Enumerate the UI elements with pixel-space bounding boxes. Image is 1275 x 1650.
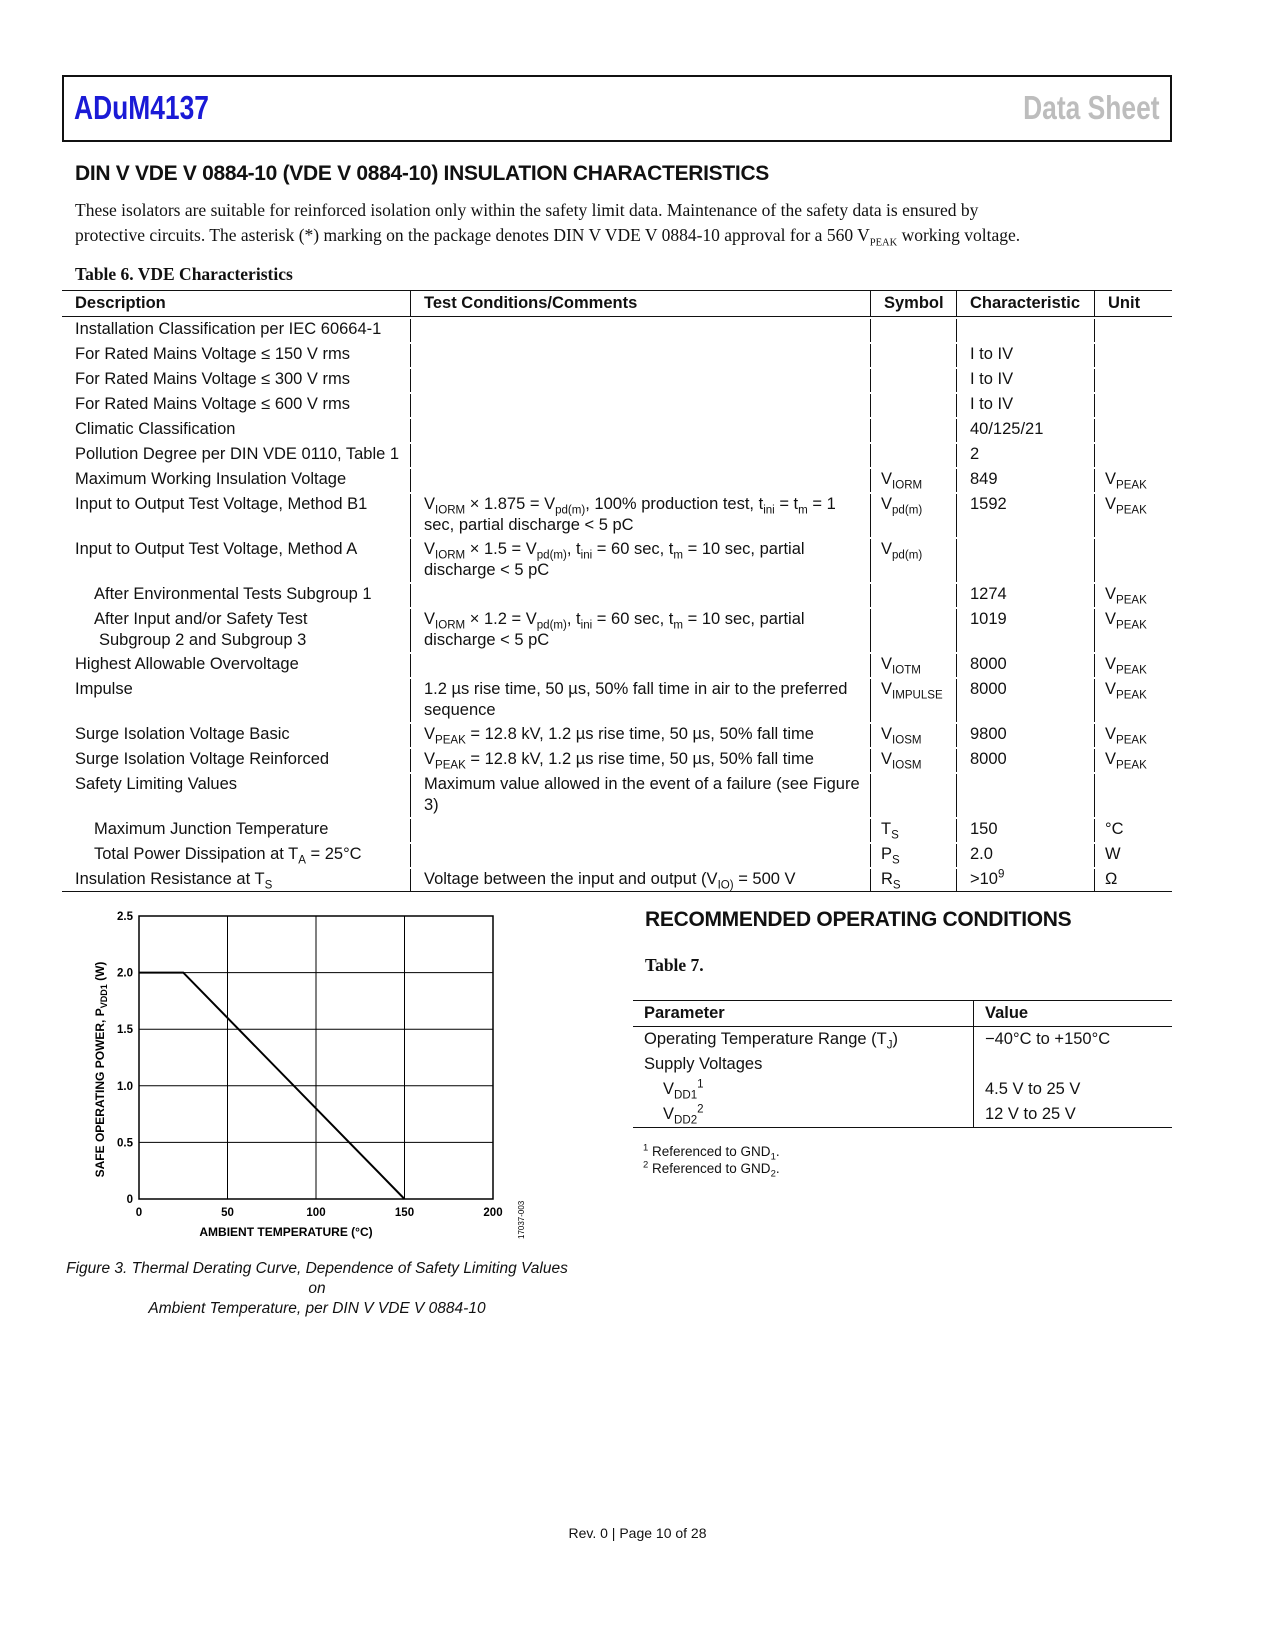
cell-unit: $V_{PEAK}$ <box>1094 654 1172 677</box>
cell-cond <box>410 319 870 342</box>
cell-desc: Surge Isolation Voltage Reinforced <box>75 750 330 768</box>
cell-char: I to IV <box>956 369 1094 392</box>
cell-desc: Maximum Junction Temperature <box>94 820 329 838</box>
figure-code: 17037-003 <box>517 1200 526 1239</box>
table-row <box>62 537 1172 582</box>
cell-unit <box>1094 394 1172 417</box>
derating-chart-svg <box>80 905 540 1250</box>
page-header <box>62 75 1172 142</box>
cell-unit <box>1094 344 1172 367</box>
col-characteristic: Characteristic <box>956 291 1094 316</box>
chart-xtick-label: 0 <box>135 1207 143 1219</box>
cell-unit: Ω <box>1094 869 1172 891</box>
table6 <box>62 290 1172 892</box>
param-cell: $V_{DD1}^1$ <box>663 1078 704 1102</box>
cell-sym: $T_S$ <box>870 819 956 842</box>
cell-cond: $V_{IORM} \times 1.5 = V_{pd(m)}$, $t_{ini} = 60$ sec, $t_m = 10$ sec, partial discharge < 5 pC <box>410 539 870 582</box>
cell-char <box>956 774 1094 817</box>
cell-unit: $V_{PEAK}$ <box>1094 584 1172 607</box>
cell-char: 1274 <box>956 584 1094 607</box>
cell-cond: $V_{IORM} \times 1.875 = V_{pd(m)}$, 100% production test, $t_{ini} = t_m = 1$ sec, partial discharge < 5 pC <box>410 494 870 537</box>
cell-cond <box>410 419 870 442</box>
intro-paragraph <box>75 198 1175 248</box>
para-line2-b: working voltage. <box>897 225 1021 245</box>
table7 <box>633 1000 1172 1128</box>
cell-cond <box>410 444 870 467</box>
cell-char: 8000 <box>956 749 1094 772</box>
table-row <box>62 392 1172 417</box>
table-row <box>62 772 1172 817</box>
col-parameter: Parameter <box>644 1004 725 1022</box>
figcap-line2: Ambient Temperature, per DIN V VDE V 0884-10 <box>148 1300 486 1317</box>
cell-sym <box>870 319 956 342</box>
table-row <box>62 842 1172 867</box>
cell-sym: $V_{IMPULSE}$ <box>870 679 956 722</box>
cell-char: 2.0 <box>956 844 1094 867</box>
table-row <box>633 1052 1172 1077</box>
table6-body <box>62 317 1172 892</box>
cell-char: 2 <box>956 444 1094 467</box>
cell-desc: For Rated Mains Voltage ≤ 150 V rms <box>75 345 351 363</box>
param-cell: $V_{DD2}^2$ <box>663 1103 704 1127</box>
col-symbol: Symbol <box>870 291 956 316</box>
cell-char: 1592 <box>956 494 1094 537</box>
cell-desc: Total Power Dissipation at $T_A = 25^\circ C$ <box>94 845 362 867</box>
table6-header-row <box>62 290 1172 317</box>
cell-cond <box>410 654 870 677</box>
cell-unit <box>1094 539 1172 582</box>
cell-desc: Safety Limiting Values <box>75 775 238 793</box>
cell-desc: Highest Allowable Overvoltage <box>75 655 299 673</box>
value-cell: 4.5 V to 25 V <box>973 1077 1172 1102</box>
col-description: Description <box>75 294 166 312</box>
para-line1: These isolators are suitable for reinforced isolation only within the safety limit data. Maintenance of the safety data is ensured by <box>75 200 979 220</box>
doc-type: Data Sheet <box>1023 89 1160 126</box>
table-row <box>62 607 1172 652</box>
cell-char: $>10^9$ <box>956 869 1094 891</box>
cell-cond: $V_{PEAK} = 12.8$ kV, 1.2 µs rise time, 50 µs, 50% fall time <box>410 749 870 772</box>
table-row <box>62 582 1172 607</box>
cell-sym: $V_{pd(m)}$ <box>870 539 956 582</box>
chart-ytick-label: 2.5 <box>117 911 133 923</box>
para-line2-sub: PEAK <box>869 237 898 249</box>
cell-sym <box>870 394 956 417</box>
cell-unit <box>1094 774 1172 817</box>
cell-sym: $V_{IOTM}$ <box>870 654 956 677</box>
section-title-insulation: DIN V VDE V 0884-10 (VDE V 0884-10) INSULATION CHARACTERISTICS <box>75 162 770 185</box>
param-cell: Operating Temperature Range $(T_J)$ <box>644 1030 899 1052</box>
cell-sym <box>870 609 956 652</box>
cell-unit <box>1094 419 1172 442</box>
cell-sym: $V_{IOSM}$ <box>870 749 956 772</box>
cell-char: 8000 <box>956 654 1094 677</box>
cell-char: 849 <box>956 469 1094 492</box>
figure3-caption <box>62 1259 572 1319</box>
cell-cond <box>410 394 870 417</box>
cell-cond: $V_{PEAK} = 12.8$ kV, 1.2 µs rise time, 50 µs, 50% fall time <box>410 724 870 747</box>
chart-xlabel: AMBIENT TEMPERATURE (°C) <box>199 1225 373 1239</box>
cell-desc: Climatic Classification <box>75 420 236 438</box>
cell-cond: Maximum value allowed in the event of a failure (see Figure 3) <box>410 774 870 817</box>
table-row <box>62 722 1172 747</box>
cell-unit <box>1094 319 1172 342</box>
cell-sym <box>870 344 956 367</box>
col-conditions: Test Conditions/Comments <box>410 291 870 316</box>
para-line2-a: protective circuits. The asterisk (*) marking on the package denotes DIN V VDE V 0884-10 approval for a 560 V <box>75 225 870 245</box>
table-row <box>62 652 1172 677</box>
cell-unit <box>1094 369 1172 392</box>
cell-cond <box>410 344 870 367</box>
table7-caption: Table 7. <box>645 955 704 975</box>
cell-sym <box>870 369 956 392</box>
cell-desc: Surge Isolation Voltage Basic <box>75 725 290 743</box>
chart-xtick-label: 200 <box>483 1207 503 1219</box>
cell-desc: After Input and/or Safety Test Subgroup 2 and Subgroup 3 <box>94 610 308 649</box>
table7-notes <box>643 1142 780 1180</box>
cell-cond <box>410 584 870 607</box>
cell-char: 9800 <box>956 724 1094 747</box>
table-row <box>62 867 1172 892</box>
cell-desc: Pollution Degree per DIN VDE 0110, Table 1 <box>75 445 400 463</box>
cell-desc: Impulse <box>75 680 133 698</box>
cell-unit: $V_{PEAK}$ <box>1094 609 1172 652</box>
table-row <box>633 1102 1172 1127</box>
cell-sym <box>870 419 956 442</box>
cell-char <box>956 319 1094 342</box>
chart-ylabel: SAFE OPERATING POWER, $P_{VDD1}$ (W) <box>93 961 109 1178</box>
figcap-line1: Figure 3. Thermal Derating Curve, Dependence of Safety Limiting Values on <box>66 1260 568 1297</box>
value-cell: 12 V to 25 V <box>973 1102 1172 1127</box>
cell-sym: $R_S$ <box>870 869 956 891</box>
chart-ytick-label: 0 <box>126 1194 133 1206</box>
table6-caption: Table 6. VDE Characteristics <box>75 264 293 284</box>
cell-unit: $V_{PEAK}$ <box>1094 749 1172 772</box>
cell-sym <box>870 444 956 467</box>
cell-cond: 1.2 µs rise time, 50 µs, 50% fall time in air to the preferred sequence <box>410 679 870 722</box>
cell-unit <box>1094 444 1172 467</box>
table-row <box>633 1027 1172 1052</box>
note-1: $^1$ Referenced to $GND_1$. <box>643 1142 780 1163</box>
table-row <box>62 467 1172 492</box>
cell-desc: For Rated Mains Voltage ≤ 600 V rms <box>75 395 351 413</box>
table-row <box>62 442 1172 467</box>
chart-xtick-label: 150 <box>394 1207 415 1219</box>
cell-unit: $V_{PEAK}$ <box>1094 469 1172 492</box>
chart-ytick-label: 0.5 <box>117 1137 133 1150</box>
cell-sym <box>870 584 956 607</box>
table-row <box>62 677 1172 722</box>
cell-desc: Insulation Resistance at $T_S$ <box>75 870 273 892</box>
cell-sym: $P_S$ <box>870 844 956 867</box>
cell-cond <box>410 369 870 392</box>
table7-header-row <box>633 1000 1172 1027</box>
cell-unit: °C <box>1094 819 1172 842</box>
cell-char: 150 <box>956 819 1094 842</box>
col-unit: Unit <box>1094 291 1172 316</box>
cell-desc: Installation Classification per IEC 60664-1 <box>75 320 382 338</box>
part-number: ADuM4137 <box>74 89 209 126</box>
col-value: Value <box>973 1001 1172 1026</box>
value-cell <box>973 1052 1172 1077</box>
table-row <box>62 492 1172 537</box>
cell-unit: $V_{PEAK}$ <box>1094 494 1172 537</box>
table-row <box>62 817 1172 842</box>
cell-char: I to IV <box>956 344 1094 367</box>
table-row <box>62 317 1172 342</box>
cell-cond <box>410 819 870 842</box>
cell-desc: After Environmental Tests Subgroup 1 <box>94 585 372 603</box>
cell-sym: $V_{pd(m)}$ <box>870 494 956 537</box>
table-row <box>62 367 1172 392</box>
cell-cond <box>410 844 870 867</box>
param-cell: Supply Voltages <box>644 1055 763 1073</box>
cell-cond: Voltage between the input and output ($V_{IO)} = 500$ V <box>410 869 870 891</box>
cell-sym: $V_{IOSM}$ <box>870 724 956 747</box>
page-footer: Rev. 0 | Page 10 of 28 <box>568 1525 707 1541</box>
figure3-chart <box>80 905 540 1255</box>
chart-xtick-label: 50 <box>221 1207 234 1219</box>
cell-unit: W <box>1094 844 1172 867</box>
table-row <box>62 417 1172 442</box>
chart-ytick-label: 2.0 <box>117 967 133 980</box>
cell-unit: $V_{PEAK}$ <box>1094 679 1172 722</box>
note-2: $^2$ Referenced to $GND_2$. <box>643 1159 780 1180</box>
cell-char: I to IV <box>956 394 1094 417</box>
table7-body <box>633 1027 1172 1128</box>
chart-ytick-label: 1.0 <box>117 1080 133 1093</box>
cell-char <box>956 539 1094 582</box>
cell-char: 40/125/21 <box>956 419 1094 442</box>
section-title-recommended: RECOMMENDED OPERATING CONDITIONS <box>645 908 1072 931</box>
cell-desc: Maximum Working Insulation Voltage <box>75 470 347 488</box>
cell-desc: Input to Output Test Voltage, Method A <box>75 540 358 558</box>
table-row <box>62 747 1172 772</box>
cell-unit: $V_{PEAK}$ <box>1094 724 1172 747</box>
cell-char: 8000 <box>956 679 1094 722</box>
cell-cond: $V_{IORM} \times 1.2 = V_{pd(m)}$, $t_{ini} = 60$ sec, $t_m = 10$ sec, partial discharge < 5 pC <box>410 609 870 652</box>
table-row <box>633 1077 1172 1102</box>
cell-desc: For Rated Mains Voltage ≤ 300 V rms <box>75 370 351 388</box>
cell-desc: Input to Output Test Voltage, Method B1 <box>75 495 368 513</box>
table-row <box>62 342 1172 367</box>
chart-ytick-label: 1.5 <box>117 1024 133 1037</box>
cell-sym: $V_{IORM}$ <box>870 469 956 492</box>
cell-sym <box>870 774 956 817</box>
value-cell: −40°C to +150°C <box>973 1027 1172 1052</box>
cell-cond <box>410 469 870 492</box>
chart-xtick-label: 100 <box>306 1207 326 1219</box>
cell-char: 1019 <box>956 609 1094 652</box>
